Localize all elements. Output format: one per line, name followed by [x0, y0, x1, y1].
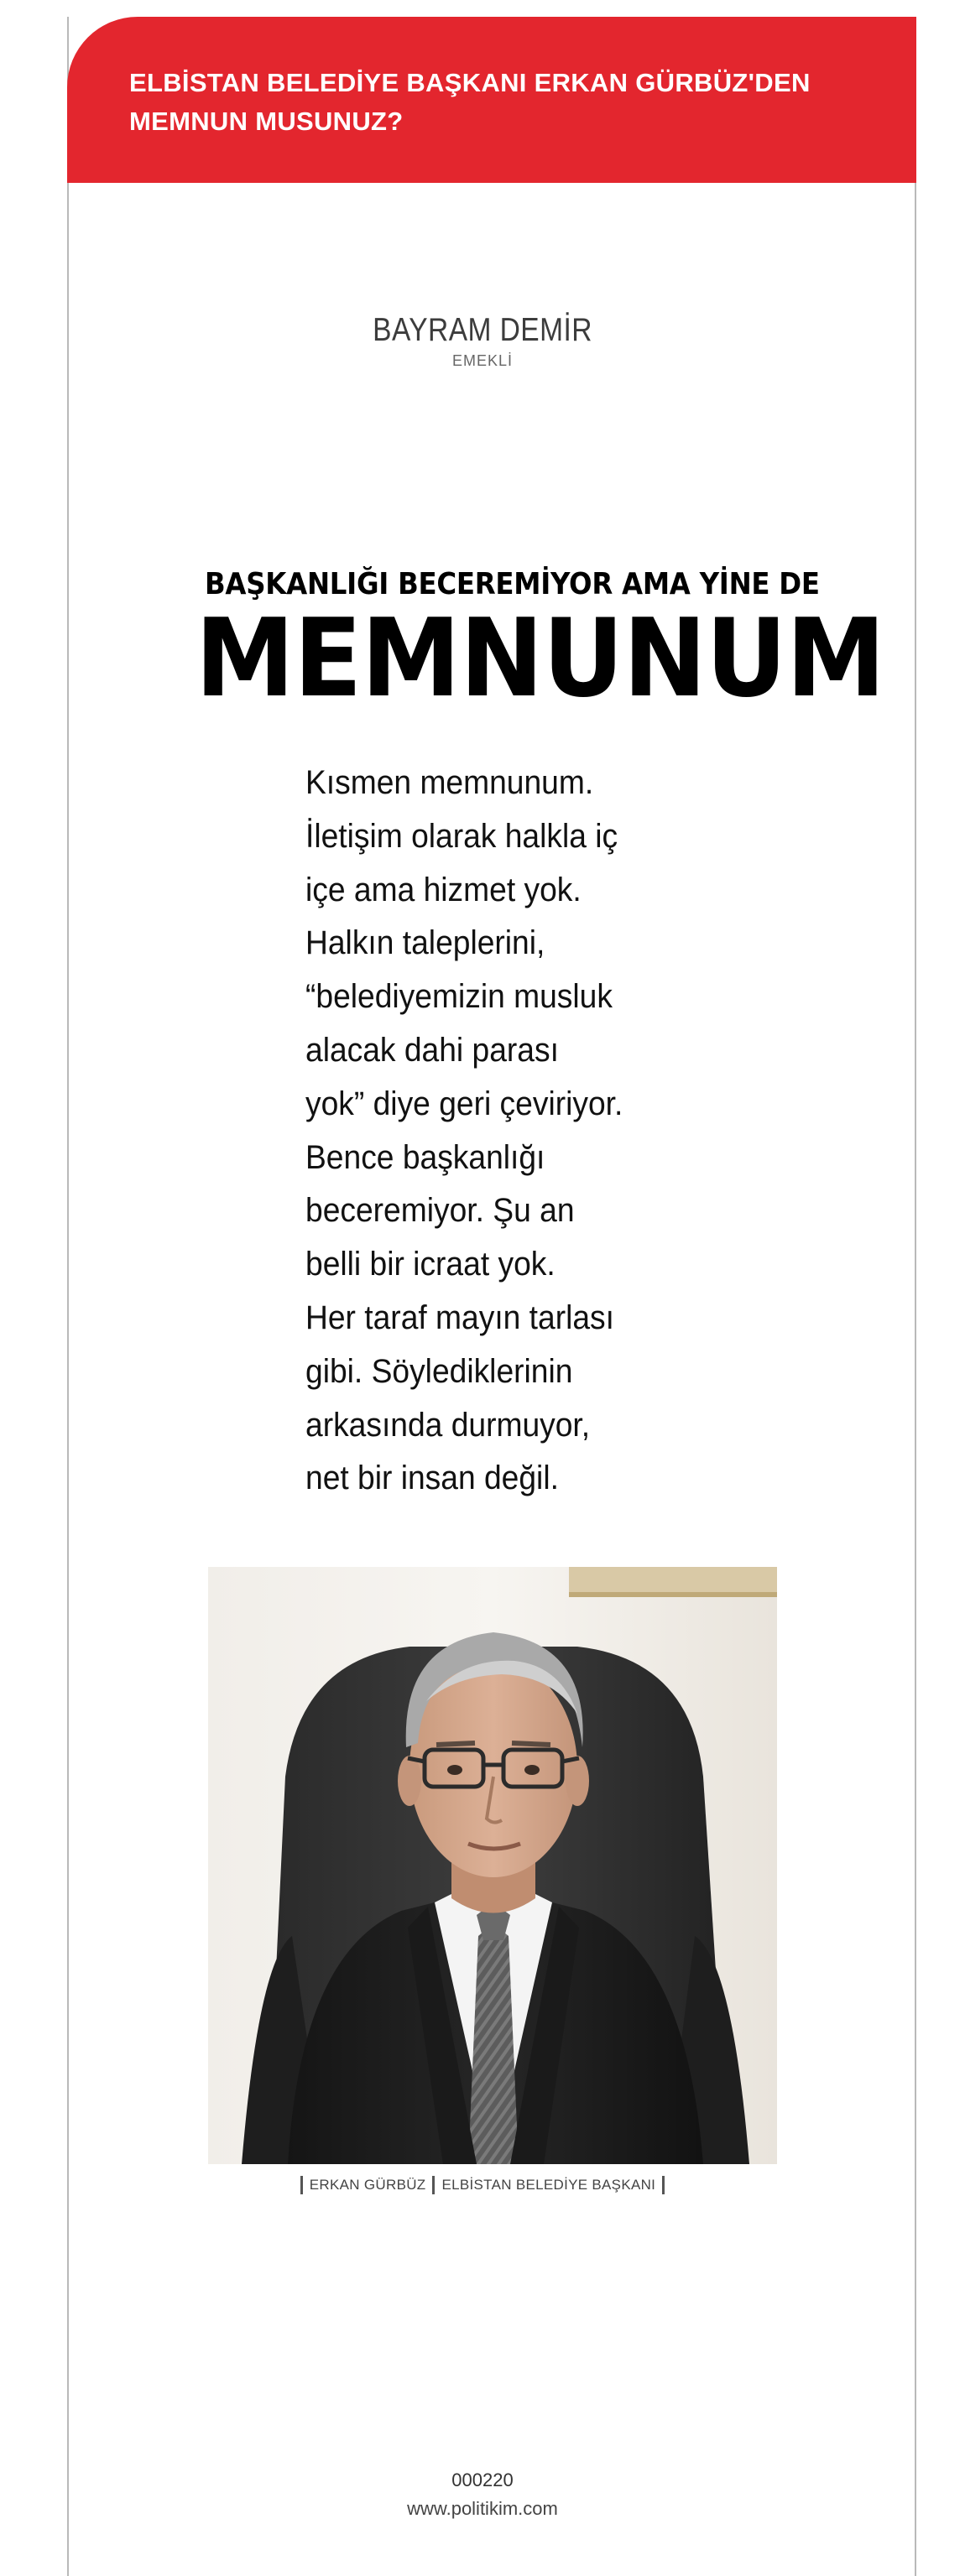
caption-divider [662, 2176, 665, 2194]
quote-line: Her taraf mayın tarlası [305, 1298, 614, 1336]
quote-line: alacak dahi parası [305, 1031, 559, 1069]
photo-caption [0, 2176, 965, 2194]
author-block [0, 312, 965, 370]
header-banner [67, 17, 916, 183]
quote-line: net bir insan değil. [305, 1460, 559, 1497]
quote-text [305, 757, 691, 1506]
footer [0, 2469, 965, 2520]
footer-website: www.politikim.com [407, 2498, 558, 2519]
quote-line: beceremiyor. Şu an [305, 1192, 575, 1230]
caption-divider [300, 2176, 303, 2194]
portrait-illustration [208, 1567, 777, 2164]
headline [173, 567, 885, 721]
author-name: BAYRAM DEMİR [373, 312, 592, 348]
quote-line: yok” diye geri çeviriyor. [305, 1085, 623, 1122]
quote-line: arkasında durmuyor, [305, 1406, 591, 1444]
quote-line: Bence başkanlığı [305, 1138, 545, 1176]
quote-line: İletişim olarak halkla iç [305, 817, 618, 855]
quote-line: Kısmen memnunum. [305, 764, 594, 801]
headline-main: MEMNUNUM [195, 596, 885, 721]
headline-kicker: BAŞKANLIĞI BECEREMİYOR AMA YİNE DE [205, 567, 820, 601]
author-role: EMEKLİ [451, 352, 514, 369]
quote-line: içe ama hizmet yok. [305, 871, 582, 908]
caption-name: ERKAN GÜRBÜZ [309, 2177, 426, 2193]
banner-title: ELBİSTAN BELEDİYE BAŞKANI ERKAN GÜRBÜZ'DEN MEMNUN MUSUNUZ? [129, 68, 811, 136]
quote-line: gibi. Söylediklerinin [305, 1352, 573, 1390]
caption-title: ELBİSTAN BELEDİYE BAŞKANI [441, 2177, 656, 2193]
portrait-photo [208, 1567, 777, 2164]
quote-line: belli bir icraat yok. [305, 1246, 556, 1283]
quote-line: “belediyemizin musluk [305, 978, 613, 1016]
quote-line: Halkın taleplerini, [305, 924, 545, 962]
caption-divider [432, 2176, 435, 2194]
footer-code: 000220 [451, 2469, 514, 2490]
